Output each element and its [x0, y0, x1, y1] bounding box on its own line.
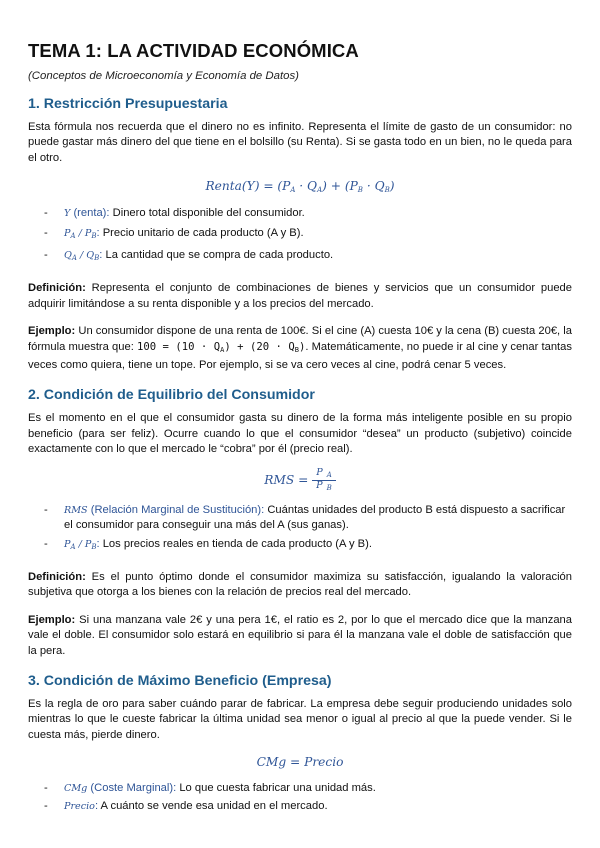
- page-subtitle: (Conceptos de Microeconomía y Economía de Datos): [28, 70, 299, 82]
- list-item: - Precio: A cuánto se vende esa unidad en el mercado.: [28, 799, 572, 814]
- section-2-example: Ejemplo: Si una manzana vale 2€ y una pera 1€, el ratio es 2, por lo que el mercado dice que la manzana vale el doble. El consumidor solo estará en equilibrio si para él la manzana vale el doble de satisfacción que la pera.: [28, 613, 572, 657]
- list-item: - $Q_A / Q_B$: La cantidad que se compra de cada producto.: [28, 248, 572, 266]
- cmg-formula: CMg = Precio: [256, 755, 344, 770]
- list-item: - $P_A / P_B$: Los precios reales en tienda de cada producto (A y B).: [28, 537, 572, 555]
- section-1-intro: Esta fórmula nos recuerda que el dinero no es infinito. Representa el límite de gasto de un consumidor: no puede gastar más dinero del que tiene en el bolsillo (su Renta). Si se gasta todo en un bien, no le queda para el otro.: [28, 121, 572, 164]
- section-2-bullets: [28, 503, 572, 555]
- section-1-bullets: [28, 206, 572, 266]
- list-item: - $P_A / P_B$: Precio unitario de cada producto (A y B).: [28, 226, 572, 244]
- section-2-heading: 2. Condición de Equilibrio del Consumidor: [28, 387, 315, 404]
- section-2-definition: Definición: Es el punto óptimo donde el consumidor maximiza su satisfacción, igualando la valoración subjetiva que otorga a los bienes con la relación de precios real del mercado.: [28, 570, 572, 599]
- section-3-intro: Es la regla de oro para saber cuándo parar de fabricar. La empresa debe seguir produciendo unidades solo mientras lo que le cueste fabricar la última unidad sea menor o igual al precio al que la puede vender. Si le cuesta más, pierde dinero.: [28, 697, 572, 741]
- section-1-example: Ejemplo: Un consumidor dispone de una renta de 100€. Si el cine (A) cuesta 10€ y la cena (B) cuesta 20€, la fórmula muestra que: $100 = (10 \cdot Q_A) + (20 \cdot Q_B)$. Matemáticamente, no puede ir al cine y cenar tantas veces como quiera, tiene un tope. Por ejemplo, si se va cero veces al cine, podrá cenar 5 veces.: [28, 325, 572, 372]
- document-page: [28, 40, 572, 814]
- rms-formula: RMS = $\frac{P _A}{P _B}$: [28, 468, 572, 493]
- section-2-intro: Es el momento en el que el consumidor gasta su dinero de la forma más inteligente posible en su propio beneficio (para ser feliz). Ocurre cuando lo que el consumidor “desea” un producto (subjetivo) coincide exactamente con lo que el mercado le “cobra” por él (precio real).: [28, 412, 572, 456]
- list-item: - RMS (Relación Marginal de Sustitución): Cuántas unidades del producto B está dispuesto a sacrificar el consumidor para conseguir una más del A (sus ganas).: [28, 503, 572, 534]
- section-3-heading: 3. Condición de Máximo Beneficio (Empresa): [28, 672, 332, 689]
- price-ratio-fraction: $\frac{P _A}{P _B}$: [312, 468, 336, 493]
- section-1-definition: Definición: Representa el conjunto de combinaciones de bienes y servicios que un consumidor puede adquirir limitándose a su renta disponible y a los precios del mercado.: [28, 282, 572, 310]
- budget-formula: Renta(Y) = $(P_A \cdot Q_A) + (P_B \cdot Q_B)$: [205, 179, 395, 195]
- page-title: TEMA 1: LA ACTIVIDAD ECONÓMICA: [28, 40, 359, 61]
- section-1-heading: 1. Restricción Presupuestaria: [28, 96, 228, 112]
- list-item: - Y (renta): Dinero total disponible del consumidor.: [28, 206, 572, 221]
- list-item: - CMg (Coste Marginal): Lo que cuesta fabricar una unidad más.: [28, 781, 572, 796]
- section-3-bullets: [28, 781, 572, 814]
